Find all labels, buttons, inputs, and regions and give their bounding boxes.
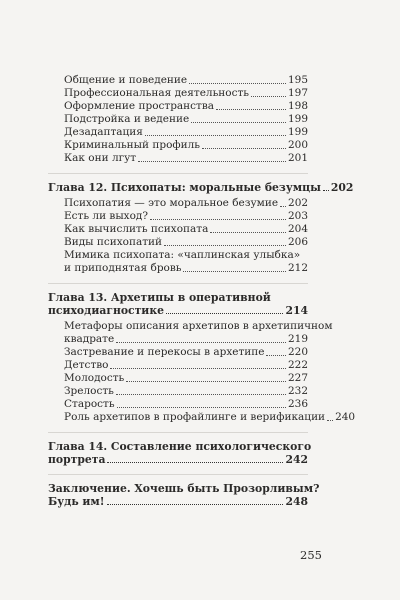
toc-entry xyxy=(48,346,308,359)
toc-entry-page: 202 xyxy=(288,197,309,209)
toc-entry-page: 195 xyxy=(287,74,308,86)
dot-leader xyxy=(327,420,333,421)
chapter-12-sections xyxy=(48,197,308,275)
chapter-11-sections xyxy=(48,74,308,165)
toc-entry xyxy=(48,113,308,126)
dot-leader xyxy=(117,407,286,408)
toc-entry xyxy=(48,126,308,139)
toc-entry-label: Криминальный профиль xyxy=(64,139,200,151)
conclusion-title-line2: Будь им! xyxy=(48,495,105,508)
page-number: 255 xyxy=(300,548,322,562)
section-divider xyxy=(48,474,308,475)
dot-leader xyxy=(110,368,285,369)
toc-entry-page: 232 xyxy=(287,385,308,397)
dot-leader xyxy=(189,83,286,84)
toc-entry-line1: Метафоры описания архетипов в архетипичном xyxy=(64,320,333,332)
toc-entry-page: 199 xyxy=(287,126,308,138)
dot-leader xyxy=(202,148,286,149)
dot-leader xyxy=(266,355,285,356)
dot-leader xyxy=(210,232,286,233)
chapter-page: 202 xyxy=(330,181,354,194)
toc-entry-label: Профессиональная деятельность xyxy=(64,87,250,99)
dot-leader xyxy=(107,462,283,463)
section-divider xyxy=(48,283,308,284)
toc-entry-page: 200 xyxy=(287,139,308,151)
toc-entry xyxy=(48,236,308,249)
chapter-title-line1: Глава 13. Архетипы в оперативной xyxy=(48,291,271,304)
toc-entry xyxy=(48,139,308,152)
toc-entry-page: 204 xyxy=(287,223,308,235)
toc-entry-label: Подстройка и ведение xyxy=(64,113,190,125)
toc-entry-page: 206 xyxy=(287,236,308,248)
conclusion-page: 248 xyxy=(285,495,308,508)
dot-leader xyxy=(138,161,286,162)
chapter-title-line2: психодиагностике xyxy=(48,304,164,317)
dot-leader xyxy=(164,245,286,246)
dot-leader xyxy=(166,313,283,314)
dot-leader xyxy=(116,342,286,343)
toc-entry-label: Как вычислить психопата xyxy=(64,223,209,235)
toc-entry-label: Как они лгут xyxy=(64,152,137,164)
toc-entry xyxy=(48,262,308,275)
toc-entry-label: Оформление пространства xyxy=(64,100,215,112)
toc-entry-page: 236 xyxy=(287,398,308,410)
toc-entry-page: 227 xyxy=(287,372,308,384)
chapter-title: Глава 12. Психопаты: моральные безумцы xyxy=(48,181,321,194)
toc-entry-page: 199 xyxy=(287,113,308,125)
toc-entry-page: 198 xyxy=(287,100,308,112)
toc-entry-page: 222 xyxy=(287,359,308,371)
toc-entry xyxy=(48,372,308,385)
chapter-title-line2: портрета xyxy=(48,453,106,466)
toc-entry-page: 240 xyxy=(335,411,356,423)
dot-leader xyxy=(280,206,286,207)
chapter-title-line1: Глава 14. Составление психологического xyxy=(48,440,312,453)
toc-entry xyxy=(48,197,308,210)
toc-entry xyxy=(48,398,308,411)
toc-entry-label: и приподнятая бровь xyxy=(64,262,182,274)
dot-leader xyxy=(216,109,286,110)
conclusion-heading xyxy=(48,495,308,508)
dot-leader xyxy=(251,96,286,97)
toc-entry xyxy=(48,152,308,165)
toc-entry xyxy=(48,100,308,113)
chapter-heading xyxy=(48,181,354,194)
toc-entry xyxy=(48,223,308,236)
toc-entry-line1: Мимика психопата: «чаплинская улыбка» xyxy=(64,249,301,261)
toc-entry-page: 197 xyxy=(287,87,308,99)
chapter-page: 214 xyxy=(285,304,308,317)
toc-entry-label: Виды психопатий xyxy=(64,236,163,248)
toc-entry xyxy=(48,210,308,223)
dot-leader xyxy=(183,271,285,272)
toc-entry-label: Детство xyxy=(64,359,109,371)
section-divider xyxy=(48,432,308,433)
table-of-contents xyxy=(48,74,356,508)
toc-entry-label: Общение и поведение xyxy=(64,74,188,86)
dot-leader xyxy=(150,219,286,220)
toc-entry-label: квадрате xyxy=(64,333,115,345)
toc-entry-label: Старость xyxy=(64,398,115,410)
chapter-heading xyxy=(48,304,308,317)
dot-leader xyxy=(191,122,286,123)
toc-entry-label: Есть ли выход? xyxy=(64,210,149,222)
toc-entry-label: Застревание и перекосы в архетипе xyxy=(64,346,265,358)
dot-leader xyxy=(116,394,286,395)
section-divider xyxy=(48,173,308,174)
dot-leader xyxy=(107,504,284,505)
toc-entry xyxy=(48,359,308,372)
toc-entry xyxy=(48,87,308,100)
toc-entry xyxy=(48,411,356,424)
dot-leader xyxy=(145,135,286,136)
toc-entry-label: Зрелость xyxy=(64,385,114,397)
toc-entry-page: 219 xyxy=(287,333,308,345)
chapter-heading xyxy=(48,453,308,466)
toc-entry xyxy=(48,333,308,346)
chapter-13-sections xyxy=(48,320,356,424)
dot-leader xyxy=(126,381,286,382)
toc-entry-label: Психопатия — это моральное безумие xyxy=(64,197,279,209)
toc-entry-label: Дезадаптация xyxy=(64,126,143,138)
toc-entry-page: 212 xyxy=(287,262,308,274)
dot-leader xyxy=(323,190,329,191)
toc-entry xyxy=(48,385,308,398)
toc-entry xyxy=(48,74,308,87)
toc-entry-label: Молодость xyxy=(64,372,125,384)
toc-entry-page: 203 xyxy=(287,210,308,222)
conclusion-title-line1: Заключение. Хочешь быть Прозорливым? xyxy=(48,482,320,495)
chapter-page: 242 xyxy=(285,453,308,466)
toc-entry-page: 201 xyxy=(287,152,308,164)
toc-entry-page: 220 xyxy=(287,346,308,358)
toc-entry-label: Роль архетипов в профайлинге и верификации xyxy=(64,411,326,423)
